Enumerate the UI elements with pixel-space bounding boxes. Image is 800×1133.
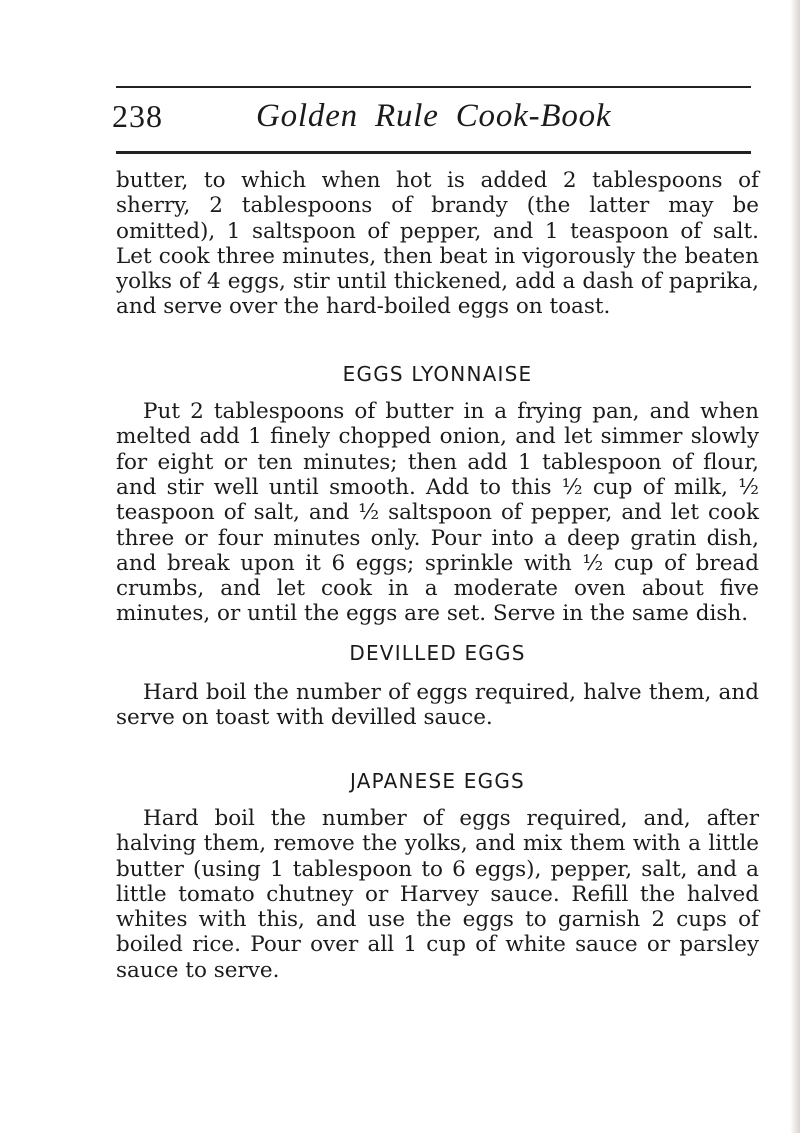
- page-edge-shadow: [790, 0, 800, 1133]
- running-title: Golden Rule Cook-Book: [256, 98, 612, 134]
- page-number: 238: [112, 98, 163, 134]
- paragraph-eggs-lyonnaise: Put 2 tablespoons of butter in a frying pan, and when melted add 1 finely chopped onion, and let simmer slowly for eight or ten minutes; then add 1 tablespoon of flour, and stir well until smooth. Add to this ½ cup of milk, ½ teaspoon of salt, and ½ saltspoon of pepper, and let cook three or four minutes only. Pour into a deep gratin dish, and break upon it 6 eggs; sprinkle with ½ cup of bread crumbs, and let cook in a moderate oven about five minutes, or until the eggs are set. Serve in the same dish.: [116, 399, 759, 627]
- heading-devilled-eggs: DEVILLED EGGS: [349, 640, 526, 665]
- paragraph-continued: butter, to which when hot is added 2 tablespoons of sherry, 2 tablespoons of brandy (the latter may be omitted), 1 saltspoon of pepper, and 1 teaspoon of salt. Let cook three minutes, then beat in vigorously the beaten yolks of 4 eggs, stir until thickened, add a dash of paprika, and serve over the hard-boiled eggs on toast.: [116, 168, 759, 320]
- header-rule-bottom: [116, 151, 751, 154]
- page-header: [112, 92, 752, 142]
- heading-japanese-eggs: JAPANESE EGGS: [350, 768, 525, 793]
- header-rule-top: [116, 86, 751, 88]
- heading-eggs-lyonnaise: EGGS LYONNAISE: [342, 361, 533, 386]
- paragraph-japanese-eggs: Hard boil the number of eggs required, and, after halving them, remove the yolks, and mix them with a little butter (using 1 tablespoon to 6 eggs), pepper, salt, and a little tomato chutney or Harvey sauce. Refill the halved whites with this, and use the eggs to garnish 2 cups of boiled rice. Pour over all 1 cup of white sauce or parsley sauce to serve.: [116, 805, 759, 983]
- page-body: [116, 168, 759, 983]
- paragraph-devilled-eggs: Hard boil the number of eggs required, halve them, and serve on toast with devilled sauce.: [116, 680, 759, 731]
